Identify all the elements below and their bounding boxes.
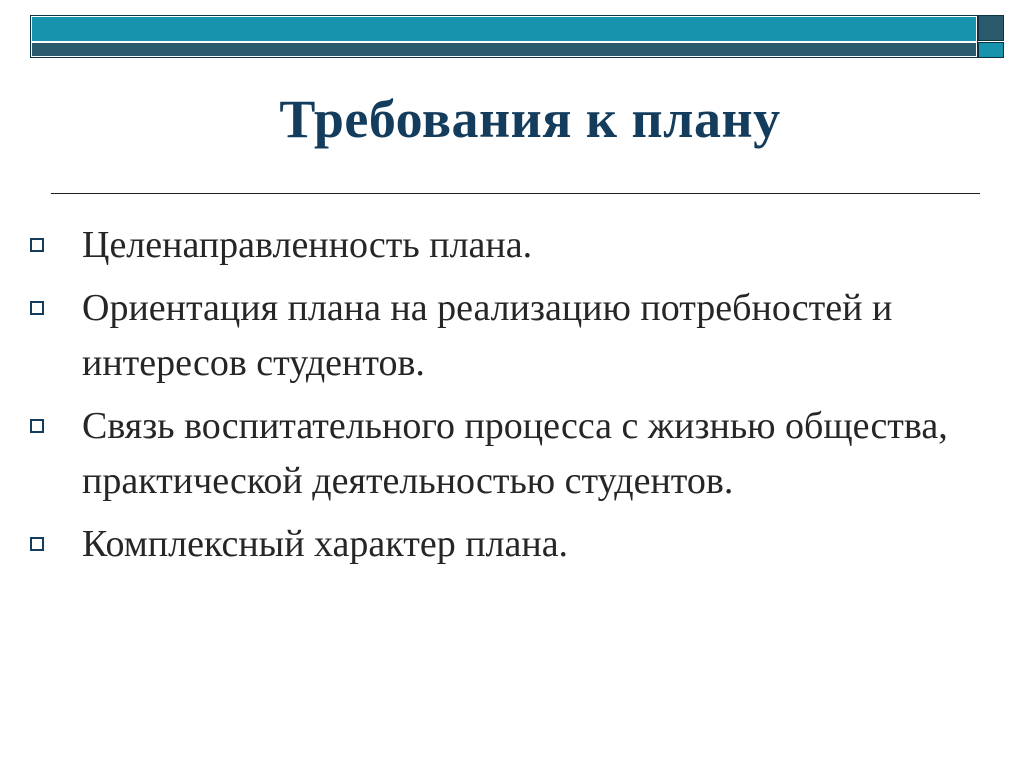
title-divider [51, 193, 980, 194]
slide-title: Требования к плану [279, 89, 781, 149]
bullet-text: Ориентация плана на реализацию потребностей и интересов студентов. [82, 287, 893, 384]
bullet-text: Комплексный характер плана. [82, 523, 569, 565]
header-decoration-band [0, 0, 1024, 70]
bullet-text: Целенаправленность плана. [82, 224, 533, 266]
bullet-list [30, 218, 990, 580]
bullet-item [30, 399, 990, 509]
header-bar [30, 15, 978, 58]
header-bar-bottom-stripe [32, 43, 976, 56]
bullet-item [30, 218, 990, 273]
header-bar-top-stripe [32, 17, 976, 41]
header-corner-square-top [978, 15, 1004, 41]
header-corner-square-bottom [978, 42, 1004, 58]
hollow-square-bullet-icon [30, 238, 44, 252]
bullet-text: Связь воспитательного процесса с жизнью общества, практической деятельностью студентов. [82, 405, 948, 502]
bullet-item [30, 517, 990, 572]
hollow-square-bullet-icon [30, 301, 44, 315]
hollow-square-bullet-icon [30, 537, 44, 551]
bullet-item [30, 281, 990, 391]
hollow-square-bullet-icon [30, 419, 44, 433]
